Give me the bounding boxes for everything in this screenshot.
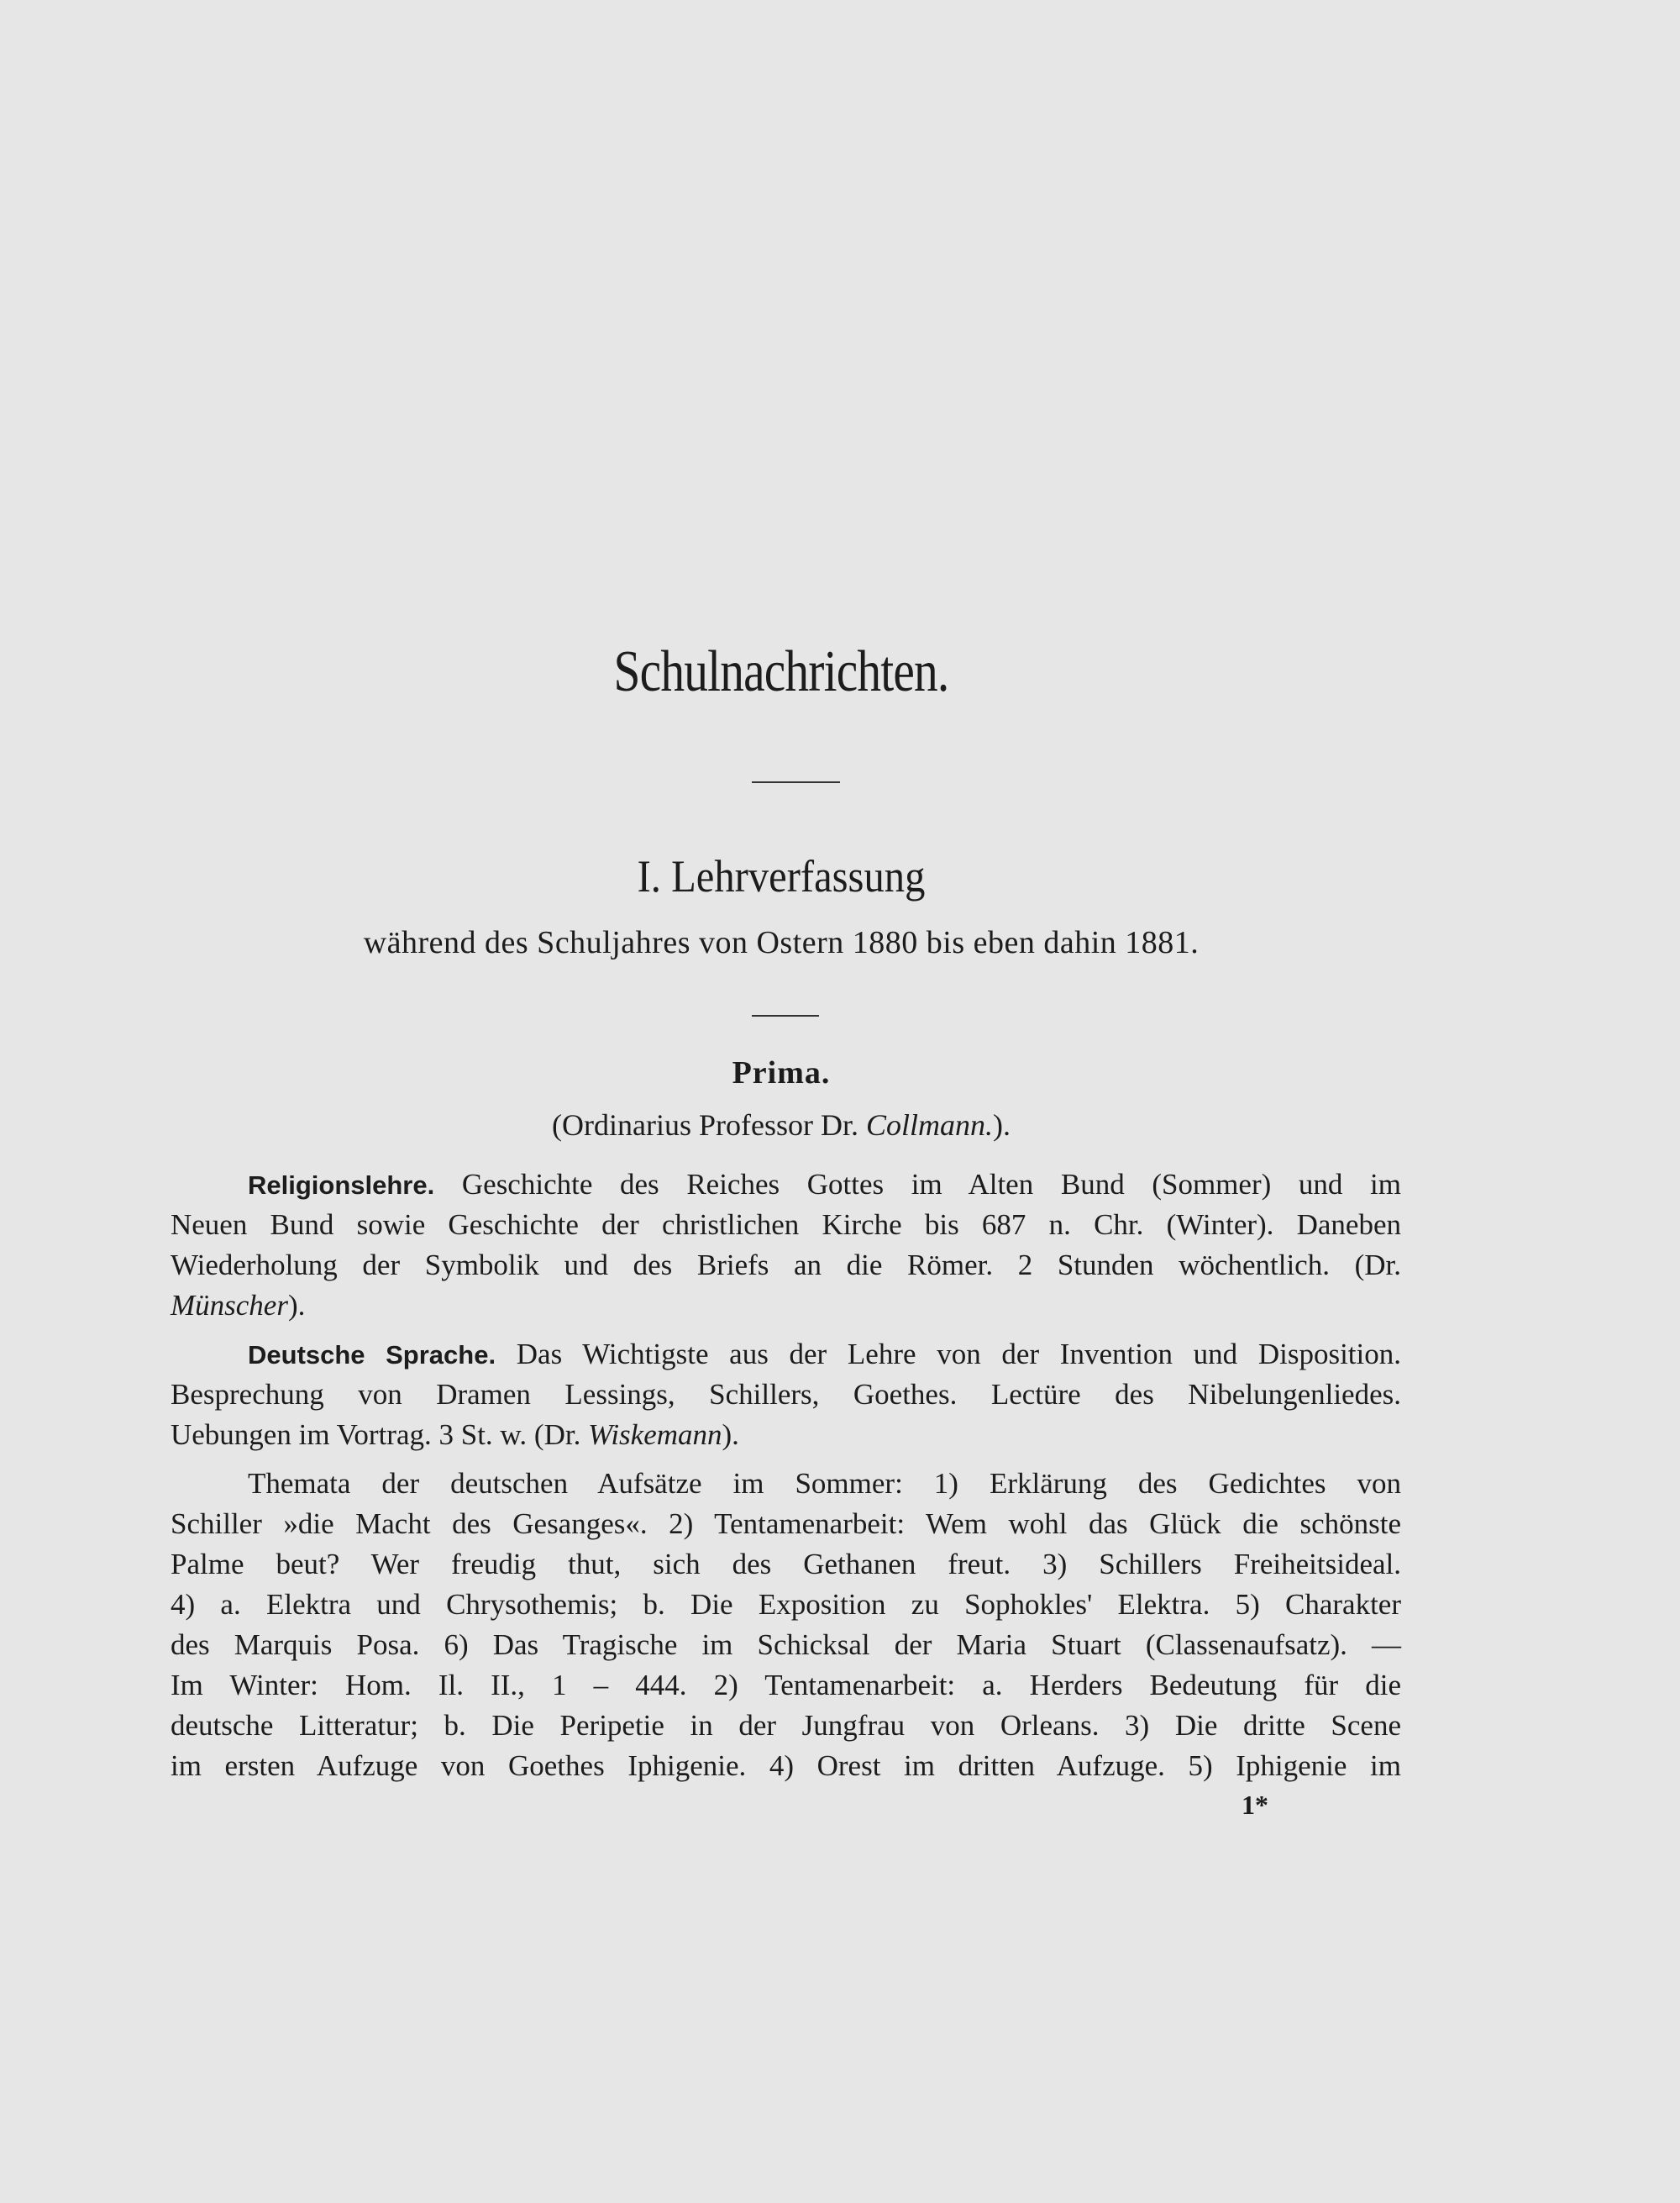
text-segment: Im Winter: Hom. Il. II., 1 – 444. 2) Tentamenarbeit: a. Herders Bedeutung für die xyxy=(171,1669,1401,1701)
text-line xyxy=(171,1417,1401,1454)
text-segment: im ersten Aufzuge von Goethes Iphigenie. 4) Orest im dritten Aufzuge. 5) Iphigenie im xyxy=(171,1749,1401,1782)
text-line xyxy=(171,1586,1401,1623)
text-segment: Neuen Bund sowie Geschichte der christlichen Kirche bis 687 n. Chr. (Winter). Daneben xyxy=(171,1208,1401,1241)
text-segment: Geschichte des Reiches Gottes im Alten Bund (Sommer) und im xyxy=(434,1168,1401,1201)
ordinarius-name: Collmann. xyxy=(865,1108,993,1142)
text-segment: deutsche Litteratur; b. Die Peripetie in der Jungfrau von Orleans. 3) Die dritte Scene xyxy=(171,1709,1401,1742)
page-number: 1* xyxy=(1242,1790,1268,1820)
text-segment: Uebungen im Vortrag. 3 St. w. (Dr. xyxy=(171,1418,589,1451)
text-line xyxy=(171,1287,1401,1324)
ordinarius-label: (Ordinarius Professor Dr. xyxy=(552,1108,866,1142)
page-title: Schulnachrichten. xyxy=(613,639,949,704)
subject-heading: Deutsche Sprache. xyxy=(248,1340,496,1370)
divider xyxy=(752,1015,819,1017)
text-line xyxy=(171,1748,1401,1785)
text-line xyxy=(171,1667,1401,1704)
text-line xyxy=(171,1707,1401,1744)
teacher-name: Wiskemann xyxy=(588,1418,722,1451)
text-segment: ). xyxy=(287,1289,306,1322)
divider xyxy=(752,781,840,783)
text-segment: ). xyxy=(722,1418,739,1451)
ordinarius-close: ). xyxy=(992,1108,1011,1142)
teacher-name: Münscher xyxy=(171,1289,288,1322)
text-segment: Palme beut? Wer freudig thut, sich des Gethanen freut. 3) Schillers Freiheitsideal. xyxy=(171,1548,1401,1580)
text-line xyxy=(171,1247,1401,1284)
text-segment: Themata der deutschen Aufsätze im Sommer: 1) Erklärung des Gedichtes von xyxy=(248,1467,1401,1500)
text-line xyxy=(171,1376,1401,1413)
text-segment: Besprechung von Dramen Lessings, Schillers, Goethes. Lectüre des Nibelungenliedes. xyxy=(171,1378,1401,1411)
section-heading: I. Lehrverfassung xyxy=(637,851,926,902)
text-line xyxy=(248,1465,1401,1502)
text-line xyxy=(171,1506,1401,1543)
text-line xyxy=(171,1546,1401,1583)
text-segment: 4) a. Elektra und Chrysothemis; b. Die Exposition zu Sophokles' Elektra. 5) Charakter xyxy=(171,1588,1401,1621)
section-subtitle: während des Schuljahres von Ostern 1880 bis eben dahin 1881. xyxy=(363,925,1200,960)
text-segment: Schiller »die Macht des Gesanges«. 2) Tentamenarbeit: Wem wohl das Glück die schönste xyxy=(171,1507,1401,1540)
text-line xyxy=(171,1207,1401,1243)
text-segment: Das Wichtigste aus der Lehre von der Invention und Disposition. xyxy=(496,1338,1401,1370)
text-line xyxy=(171,1627,1401,1664)
text-line xyxy=(248,1166,1401,1204)
subject-heading: Religionslehre. xyxy=(248,1170,435,1200)
class-ordinarius xyxy=(0,1107,1562,1143)
text-line xyxy=(248,1336,1401,1374)
class-heading: Prima. xyxy=(732,1055,831,1091)
text-segment: Wiederholung der Symbolik und des Briefs an die Römer. 2 Stunden wöchentlich. (Dr. xyxy=(171,1249,1401,1281)
text-segment: des Marquis Posa. 6) Das Tragische im Schicksal der Maria Stuart (Classenaufsatz). — xyxy=(171,1628,1401,1661)
